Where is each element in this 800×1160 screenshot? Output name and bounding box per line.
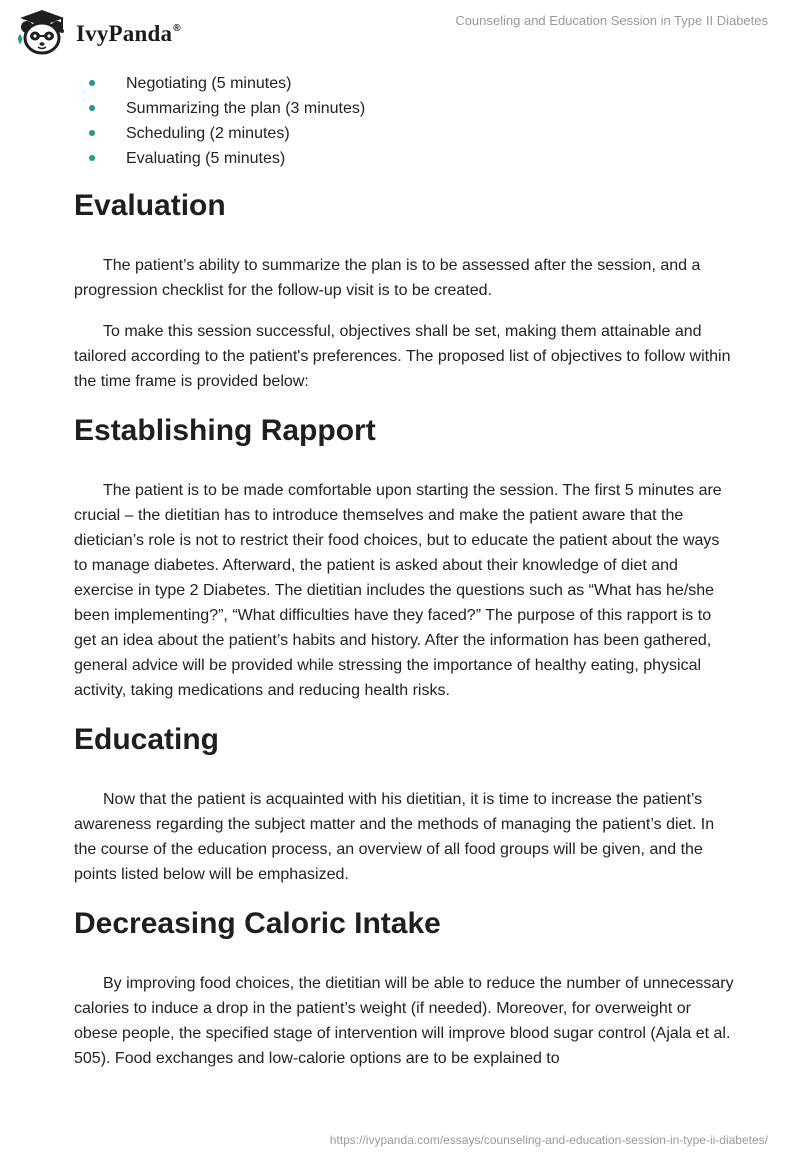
- heading-evaluation: Evaluation: [74, 189, 226, 222]
- brand-name-text: IvyPanda: [76, 21, 173, 46]
- list-item-text: Scheduling (2 minutes): [126, 125, 290, 142]
- time-plan-list: [74, 71, 734, 171]
- list-item-text: Summarizing the plan (3 minutes): [126, 100, 366, 117]
- page-header: [0, 0, 800, 62]
- paragraph: The patient is to be made comfortable upon starting the session. The first 5 minutes are crucial – the dietitian has to introduce themselves and make the patient aware that the dietician’s role is not to restrict their food choices, but to educate the patient about the ways to manage diabetes. Afterward, the patient is asked about their knowledge of diet and exercise in type 2 Diabetes. The dietitian includes the questions such as “What has he/she been implementing?”, “What difficulties have they faced?” The purpose of this rapport is to get an idea about the patient’s habits and history. After the information has been gathered, general advice will be provided while stressing the importance of healthy eating, physical activity, taking medications and reducing health risks.: [74, 482, 722, 699]
- list-item: [74, 71, 734, 96]
- brand-name: [76, 21, 181, 47]
- list-item: [74, 146, 734, 171]
- registered-mark: ®: [173, 23, 181, 34]
- source-url-link[interactable]: https://ivypanda.com/essays/counseling-and-education-session-in-type-ii-diabetes/: [329, 1133, 768, 1147]
- list-item-text: Negotiating (5 minutes): [126, 75, 292, 92]
- essay-content: [74, 71, 734, 1071]
- paragraph: By improving food choices, the dietitian will be able to reduce the number of unnecessary calories to induce a drop in the patient’s weight (if needed). Moreover, for overweight or obese people, the specified stage of intervention will improve blood sugar control (Ajala et al. 505). Food exchanges and low-calorie options are to be explained to: [74, 975, 734, 1067]
- document-title: Counseling and Education Session in Type II Diabetes: [455, 13, 768, 28]
- heading-decreasing-caloric-intake: Decreasing Caloric Intake: [74, 907, 441, 940]
- bullet-dot-icon: [89, 105, 95, 111]
- heading-establishing-rapport: Establishing Rapport: [74, 414, 376, 447]
- panda-logo-icon: [14, 8, 70, 56]
- bullet-dot-icon: [89, 130, 95, 136]
- bullet-dot-icon: [89, 155, 95, 161]
- paragraph: The patient’s ability to summarize the plan is to be assessed after the session, and a progression checklist for the follow-up visit is to be created.: [74, 257, 701, 299]
- list-item: [74, 121, 734, 146]
- heading-educating: Educating: [74, 723, 220, 756]
- list-item-text: Evaluating (5 minutes): [126, 150, 286, 167]
- bullet-dot-icon: [89, 80, 95, 86]
- paragraph: To make this session successful, objectives shall be set, making them attainable and tailored according to the patient's preferences. The proposed list of objectives to follow within the time frame is provided below:: [74, 323, 731, 390]
- list-item: [74, 96, 734, 121]
- paragraph: Now that the patient is acquainted with his dietitian, it is time to increase the patient’s awareness regarding the subject matter and the methods of managing the patient’s diet. In the course of the education process, an overview of all food groups will be given, and the points listed below will be emphasized.: [74, 791, 715, 883]
- brand-logo[interactable]: [14, 8, 181, 56]
